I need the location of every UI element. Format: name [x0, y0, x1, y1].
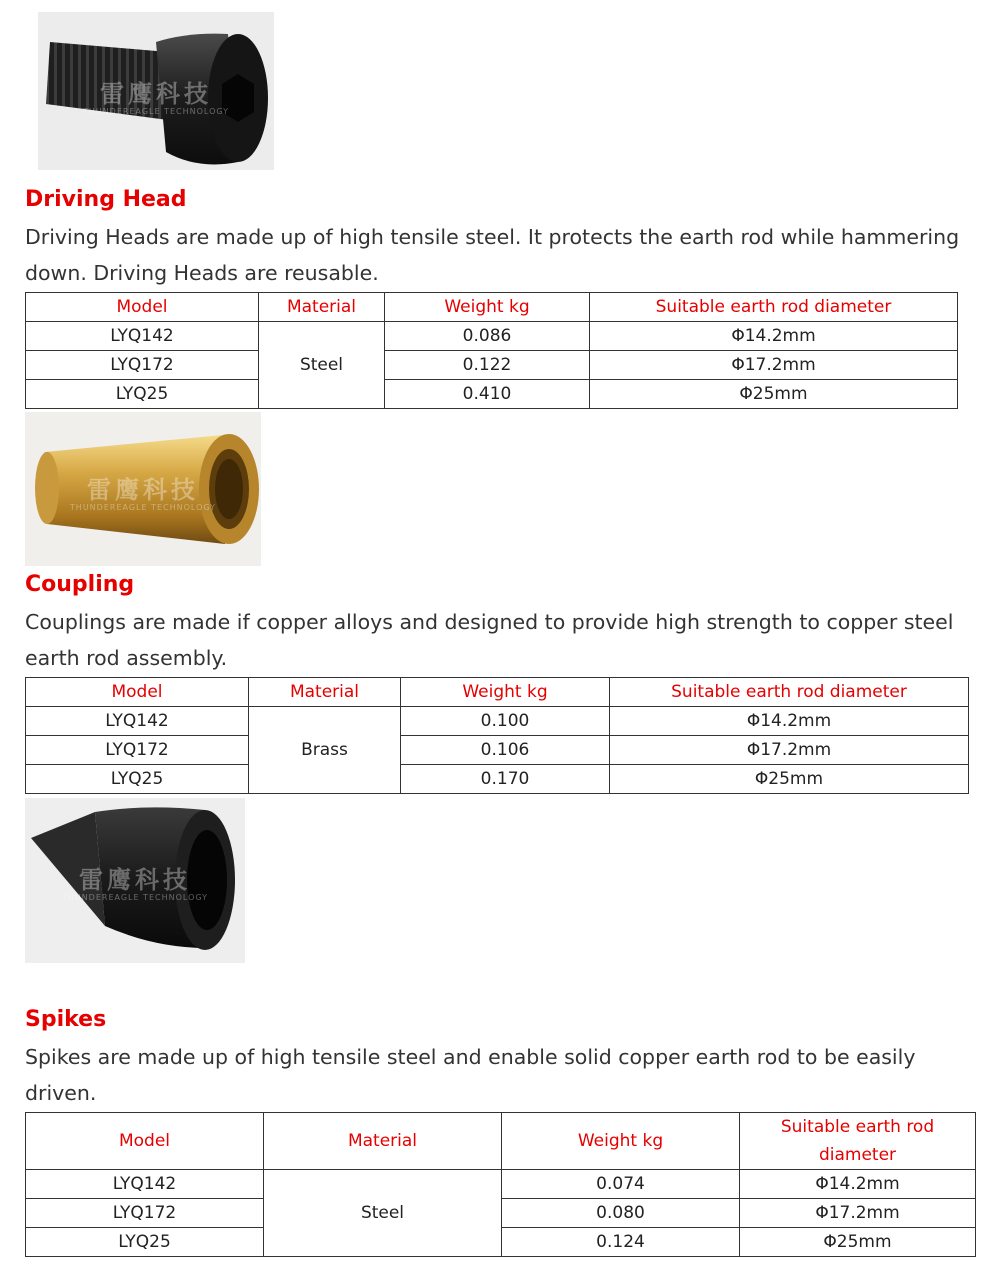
cell-model: LYQ172 — [26, 351, 259, 380]
cell-diameter: Φ17.2mm — [610, 736, 969, 765]
cell-material: Steel — [264, 1170, 502, 1257]
header-diameter: Suitable earth rod diameter — [610, 678, 969, 707]
coupling-illustration — [25, 412, 261, 566]
driving-head-title: Driving Head — [25, 187, 187, 212]
cell-model: LYQ142 — [26, 322, 259, 351]
cell-diameter: Φ25mm — [610, 765, 969, 794]
driving-head-spec-table — [25, 292, 958, 409]
cell-model: LYQ25 — [26, 1228, 264, 1257]
cell-weight: 0.074 — [502, 1170, 740, 1199]
header-material: Material — [259, 293, 385, 322]
cell-diameter: Φ17.2mm — [740, 1199, 976, 1228]
header-material: Material — [249, 678, 401, 707]
header-weight: Weight kg — [401, 678, 610, 707]
cell-model: LYQ25 — [26, 765, 249, 794]
header-material: Material — [264, 1113, 502, 1170]
cell-weight: 0.122 — [385, 351, 590, 380]
cell-material: Steel — [259, 322, 385, 409]
spikes-title: Spikes — [25, 1007, 107, 1032]
header-model: Model — [26, 678, 249, 707]
table-row — [26, 707, 969, 736]
table-row — [26, 736, 969, 765]
cell-weight: 0.080 — [502, 1199, 740, 1228]
header-weight: Weight kg — [502, 1113, 740, 1170]
table-header-row — [26, 1113, 976, 1170]
coupling-title: Coupling — [25, 572, 135, 597]
table-header-row — [26, 678, 969, 707]
cell-diameter: Φ14.2mm — [610, 707, 969, 736]
header-weight: Weight kg — [385, 293, 590, 322]
cell-model: LYQ142 — [26, 707, 249, 736]
watermark: 雷鹰科技 THUNDEREAGLE TECHNOLOGY — [69, 476, 217, 512]
spike-image — [25, 798, 245, 963]
coupling-spec-table — [25, 677, 969, 794]
cell-diameter: Φ14.2mm — [740, 1170, 976, 1199]
table-row — [26, 380, 958, 409]
cell-weight: 0.124 — [502, 1228, 740, 1257]
cell-diameter: Φ14.2mm — [590, 322, 958, 351]
driving-head-image — [38, 12, 274, 170]
spikes-description: Spikes are made up of high tensile steel and enable solid copper earth rod to be easily driven. — [25, 1045, 916, 1105]
coupling-description: Couplings are made if copper alloys and designed to provide high strength to copper steel earth rod assembly. — [25, 610, 954, 670]
table-row — [26, 765, 969, 794]
cell-weight: 0.100 — [401, 707, 610, 736]
cell-weight: 0.170 — [401, 765, 610, 794]
header-diameter: Suitable earth rod diameter — [740, 1113, 976, 1170]
watermark: 雷鹰科技 THUNDEREAGLE TECHNOLOGY — [82, 80, 230, 116]
cell-diameter: Φ25mm — [740, 1228, 976, 1257]
cell-model: LYQ25 — [26, 380, 259, 409]
table-row — [26, 1170, 976, 1199]
cell-diameter: Φ17.2mm — [590, 351, 958, 380]
cell-material: Brass — [249, 707, 401, 794]
spikes-spec-table — [25, 1112, 976, 1257]
cell-diameter: Φ25mm — [590, 380, 958, 409]
cell-model: LYQ172 — [26, 1199, 264, 1228]
header-diameter: Suitable earth rod diameter — [590, 293, 958, 322]
table-header-row — [26, 293, 958, 322]
cell-model: LYQ172 — [26, 736, 249, 765]
watermark: 雷鹰科技 THUNDEREAGLE TECHNOLOGY — [61, 866, 209, 902]
driving-head-illustration — [38, 12, 274, 170]
table-row — [26, 351, 958, 380]
table-row — [26, 322, 958, 351]
coupling-image — [25, 412, 261, 566]
cell-weight: 0.410 — [385, 380, 590, 409]
cell-weight: 0.106 — [401, 736, 610, 765]
header-model: Model — [26, 293, 259, 322]
cell-weight: 0.086 — [385, 322, 590, 351]
driving-head-description: Driving Heads are made up of high tensile steel. It protects the earth rod while hammering down. Driving Heads are reusable. — [25, 225, 960, 285]
spike-illustration — [25, 798, 245, 963]
header-model: Model — [26, 1113, 264, 1170]
cell-model: LYQ142 — [26, 1170, 264, 1199]
